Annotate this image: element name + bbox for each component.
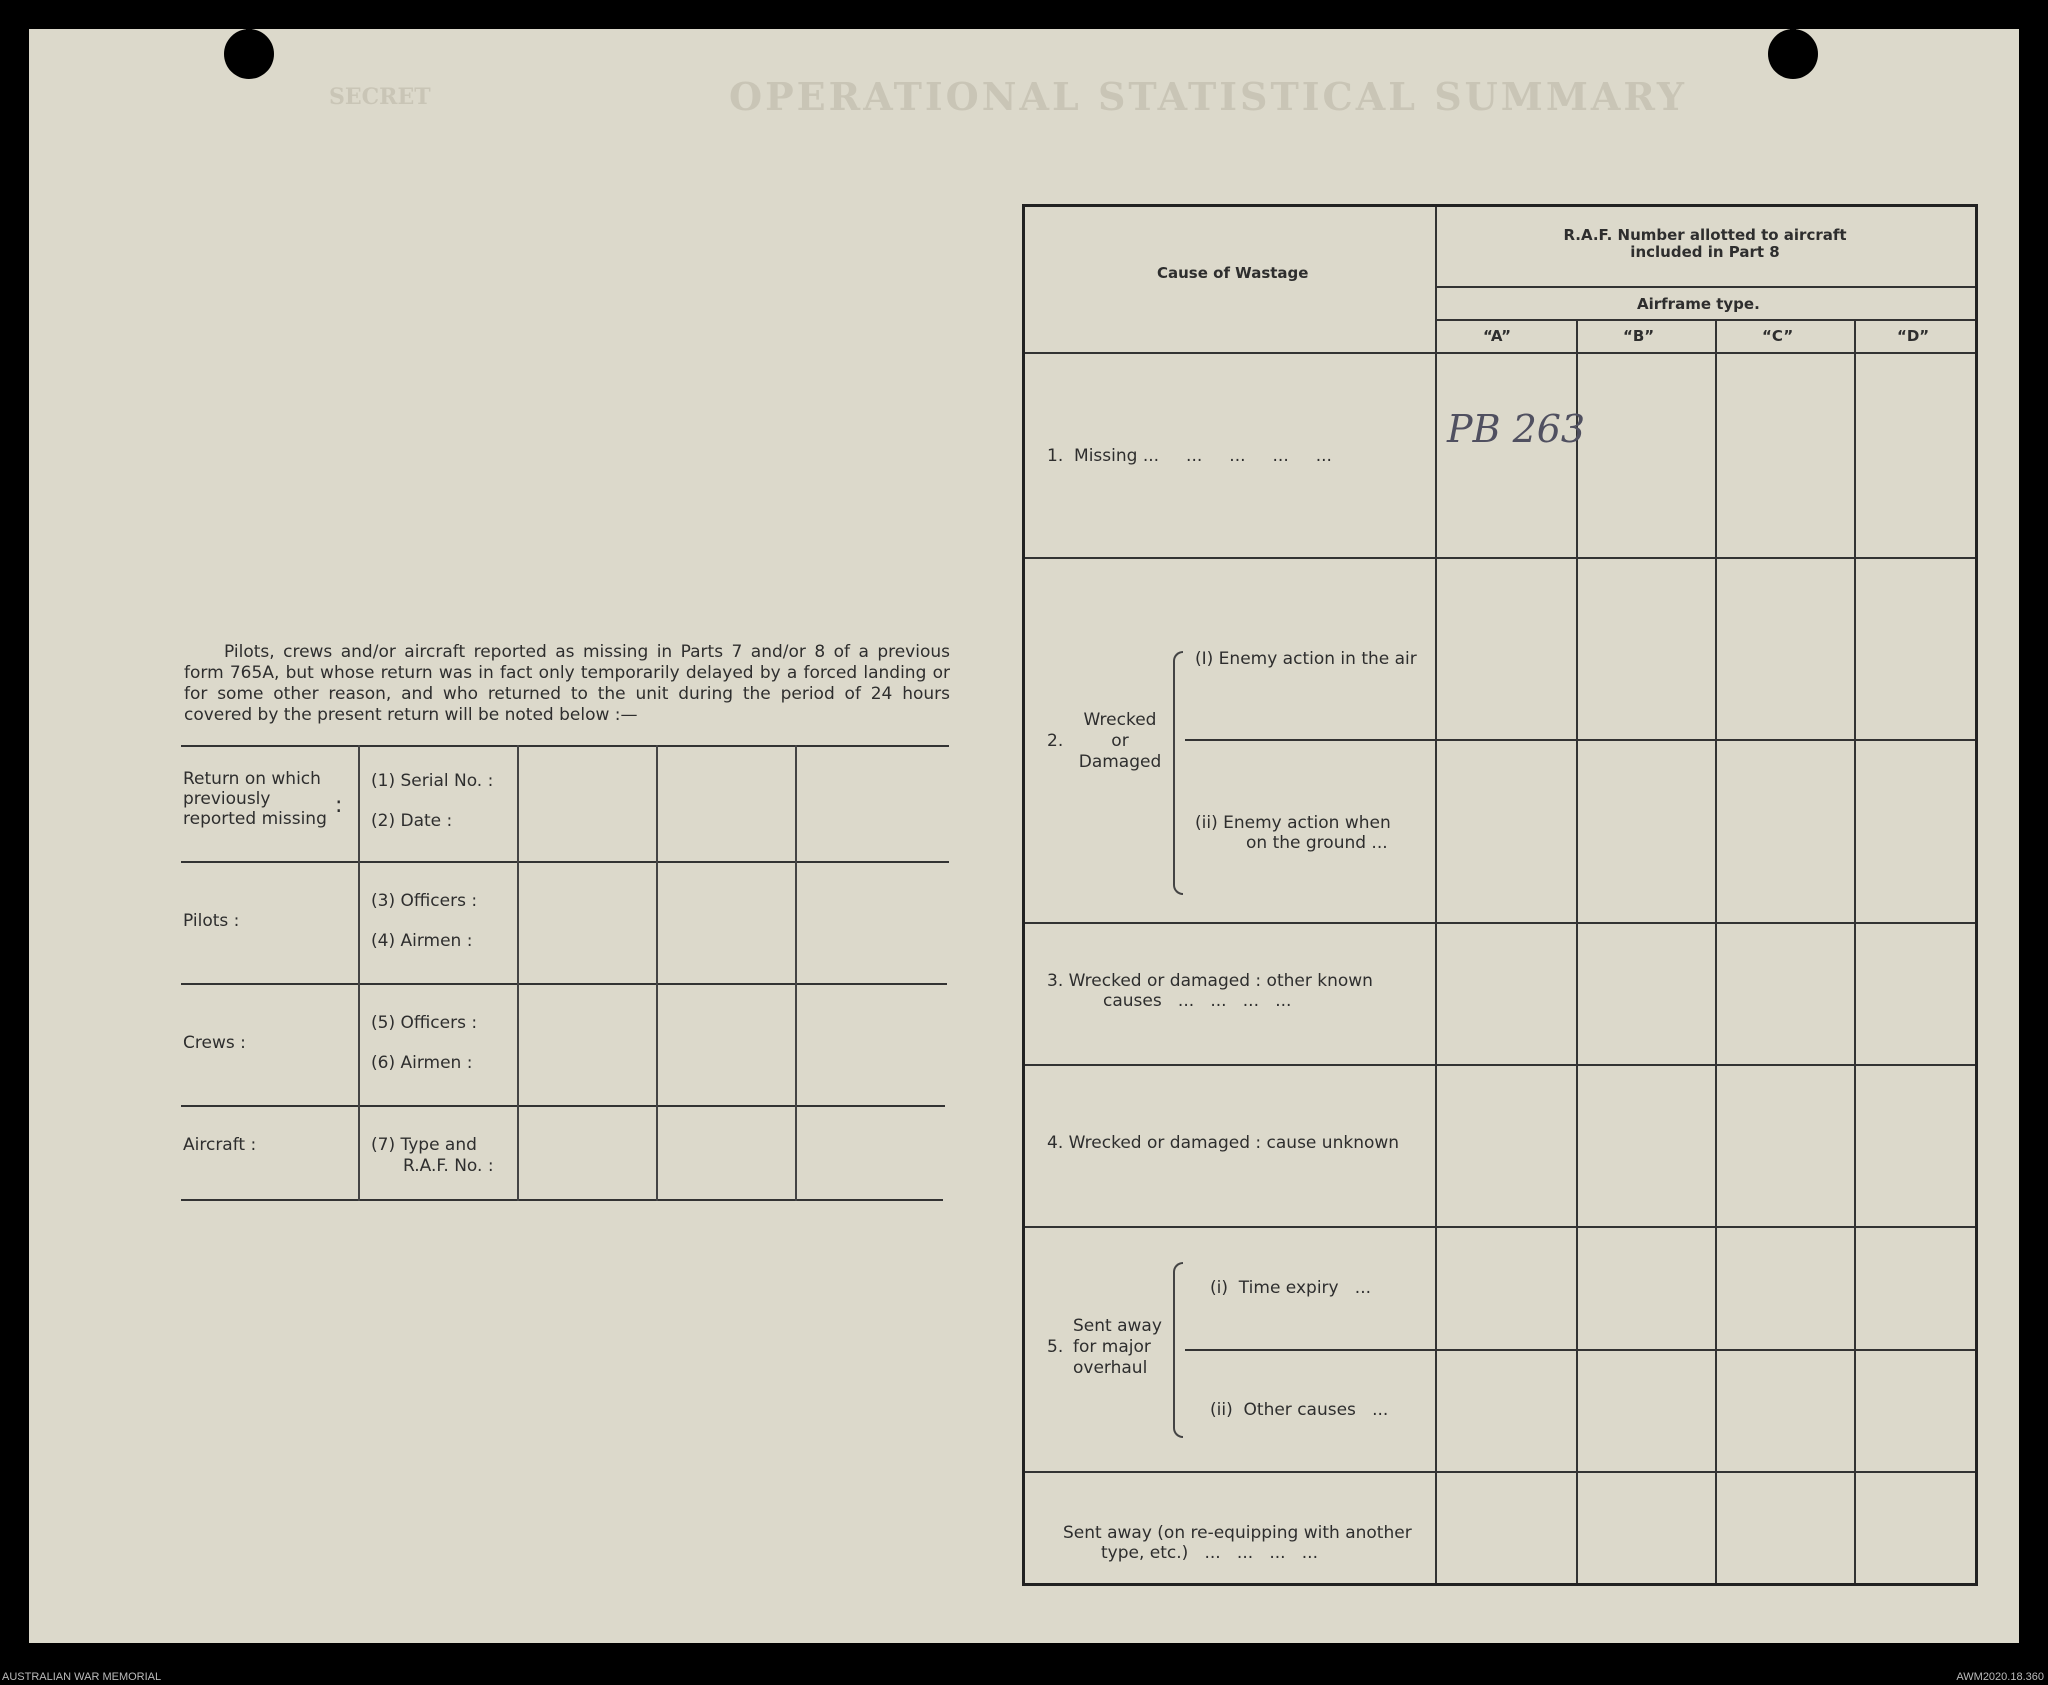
punch-hole-right [1768, 29, 1818, 79]
column-a-header: “A” [1483, 327, 1512, 345]
pilots-airmen-label: (4) Airmen : [371, 931, 473, 951]
column-d-header: “D” [1897, 327, 1930, 345]
raf-number-header: R.A.F. Number allotted to aircraft included in Part 8 [1563, 226, 1847, 261]
row6-label-a: Sent away (on re-equipping with another [1063, 1523, 1412, 1543]
form-page [29, 29, 2019, 1643]
column-b-header: “B” [1623, 327, 1655, 345]
row5-number: 5. [1047, 1337, 1064, 1357]
footer-right: AWM2020.18.360 [1956, 1671, 2044, 1683]
crews-airmen-label: (6) Airmen : [371, 1053, 473, 1073]
bleed-through-title: OPERATIONAL STATISTICAL SUMMARY [729, 74, 1687, 119]
returned-missing-table: Return on which previously reported missing : (1) Serial No. : (2) Date : Pilots : (3) Officers : (4) Airmen : Crews : (5) Officers : (6) Airmen : Aircraft : (7) Type and R.A.F. No. : [181, 745, 949, 1201]
missing-return-note: Pilots, crews and/or aircraft reported as missing in Parts 7 and/or 8 of a previous form 765A, but whose return was in fact only temporarily delayed by a forced landing or for some other reason, and who returned to the unit during the period of 24 hours covered by the present return will be noted below :— [184, 642, 950, 725]
pilots-officers-label: (3) Officers : [371, 891, 478, 911]
punch-hole-left [224, 29, 274, 79]
wastage-table [1022, 204, 1978, 1586]
row2-enemy-ground-label-a: (ii) Enemy action when [1195, 813, 1391, 833]
date-label: (2) Date : [371, 811, 453, 831]
row5-brace [1173, 1262, 1183, 1438]
footer-left: AUSTRALIAN WAR MEMORIAL [2, 1671, 162, 1683]
serial-no-label: (1) Serial No. : [371, 771, 494, 791]
cause-header: Cause of Wastage [1157, 264, 1309, 282]
row2-number: 2. [1047, 731, 1064, 751]
crews-label: Crews : [183, 1033, 246, 1053]
row3-label-a: 3. Wrecked or damaged : other known [1047, 971, 1373, 991]
row5-label: Sent away for major overhaul [1073, 1316, 1162, 1378]
row4-label: 4. Wrecked or damaged : cause unknown [1047, 1133, 1400, 1153]
aircraft-rafno-label: R.A.F. No. : [403, 1156, 494, 1176]
aircraft-type-label: (7) Type and [371, 1135, 477, 1155]
handwritten-aircraft-number: PB 263 [1447, 407, 1586, 451]
row2-brace [1173, 651, 1183, 895]
airframe-type-header: Airframe type. [1637, 295, 1760, 313]
row2-enemy-air-label: (I) Enemy action in the air [1195, 649, 1417, 669]
row5-time-expiry-label: (i) Time expiry ... [1210, 1278, 1372, 1298]
crews-officers-label: (5) Officers : [371, 1013, 478, 1033]
row3-label-b: causes ... ... ... ... [1103, 991, 1292, 1011]
aircraft-label: Aircraft : [183, 1135, 257, 1155]
row2-label: Wrecked or Damaged [1078, 710, 1162, 772]
row5-other-causes-label: (ii) Other causes ... [1210, 1400, 1389, 1420]
row2-enemy-ground-label-b: on the ground ... [1246, 833, 1388, 853]
row6-label-b: type, etc.) ... ... ... ... [1101, 1543, 1318, 1563]
row-missing-label: 1. Missing ... ... ... ... ... [1047, 446, 1332, 466]
return-label: Return on which previously reported missing [183, 769, 327, 829]
bleed-through-secret: SECRET [329, 84, 431, 110]
column-c-header: “C” [1762, 327, 1794, 345]
pilots-label: Pilots : [183, 911, 240, 931]
